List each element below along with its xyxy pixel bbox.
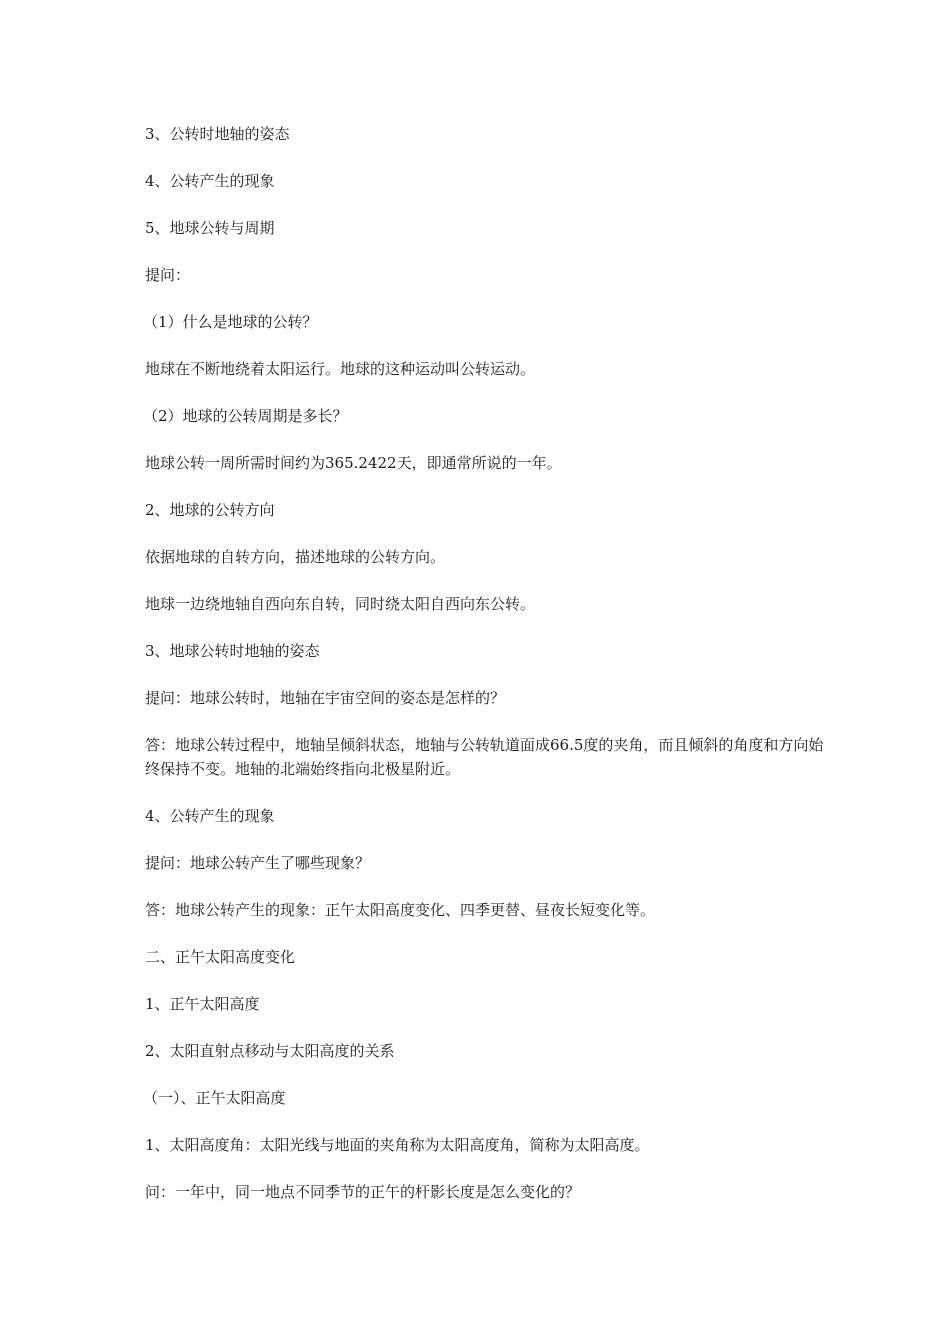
body-text: 地球一边绕地轴自西向东自转，同时绕太阳自西向东公转。 [145, 595, 536, 613]
chapter-heading: 二、正午太阳高度变化 [145, 948, 296, 966]
question-label: 提问： [145, 266, 191, 284]
question-text: （2）地球的公转周期是多长？ [143, 407, 348, 425]
outline-item: 5、地球公转与周期 [145, 219, 275, 237]
definition-text: 1、太阳高度角：太阳光线与地面的夹角称为太阳高度角，简称为太阳高度。 [145, 1136, 650, 1154]
outline-item: 4、公转产生的现象 [145, 172, 275, 190]
outline-item: 3、公转时地轴的姿态 [145, 125, 290, 143]
section-heading: 2、地球的公转方向 [145, 501, 275, 519]
question-text: 提问：地球公转产生了哪些现象？ [145, 854, 371, 872]
question-text: 提问：地球公转时，地轴在宇宙空间的姿态是怎样的？ [145, 689, 506, 707]
body-text: 依据地球的自转方向，描述地球的公转方向。 [145, 548, 446, 566]
section-heading: 3、地球公转时地轴的姿态 [145, 642, 320, 660]
question-text: （1）什么是地球的公转？ [143, 313, 318, 331]
section-heading: 4、公转产生的现象 [145, 807, 275, 825]
outline-item: 1、正午太阳高度 [145, 995, 260, 1013]
question-text: 问：一年中，同一地点不同季节的正午的杆影长度是怎么变化的？ [145, 1183, 581, 1201]
document-body [145, 122, 825, 1227]
outline-item: 2、太阳直射点移动与太阳高度的关系 [145, 1042, 395, 1060]
answer-text: 地球在不断地绕着太阳运行。地球的这种运动叫公转运动。 [145, 360, 536, 378]
answer-text: 答：地球公转产生的现象：正午太阳高度变化、四季更替、昼夜长短变化等。 [145, 901, 656, 919]
answer-text: 答：地球公转过程中，地轴呈倾斜状态，地轴与公转轨道面成66.5度的夹角，而且倾斜的角度和方向始终保持不变。地轴的北端始终指向北极星附近。 [145, 736, 824, 778]
answer-text: 地球公转一周所需时间约为365.2422天，即通常所说的一年。 [145, 454, 562, 472]
section-heading: （一）、正午太阳高度 [143, 1089, 286, 1107]
